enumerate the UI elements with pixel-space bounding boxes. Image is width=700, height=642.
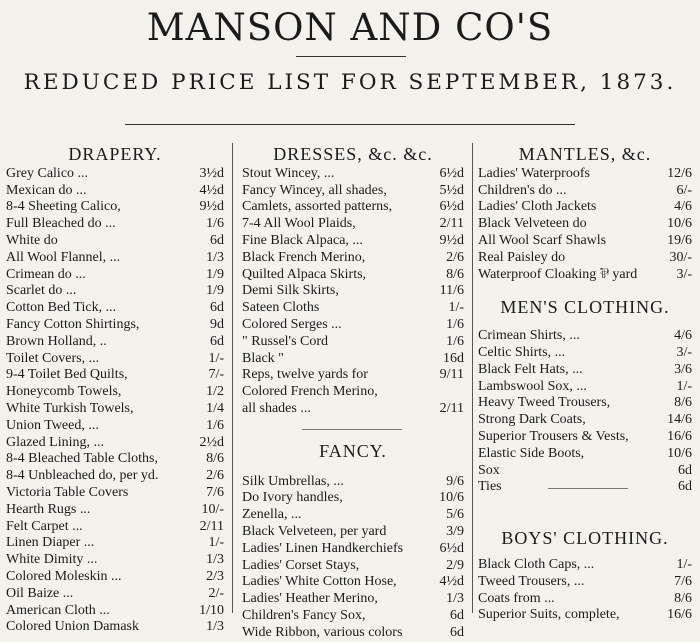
item-price: 2/- [208, 585, 224, 601]
item-price: 6/- [676, 182, 692, 198]
item-name: Superior Trousers & Vests, [478, 428, 629, 444]
price-list-item [242, 283, 464, 300]
item-name: Felt Carpet ... [6, 518, 83, 534]
item-price: 9½d [439, 232, 464, 248]
item-name: Union Tweed, ... [6, 417, 99, 433]
price-list-item [6, 384, 224, 401]
price-list-item [242, 507, 464, 524]
price-list-item [478, 591, 692, 608]
price-list-item [6, 317, 224, 334]
price-list-item [242, 524, 464, 541]
price-list-item [242, 351, 464, 368]
item-name: Mexican do ... [6, 182, 87, 198]
item-name: Ladies' Cloth Jackets [478, 199, 597, 215]
item-price: 1/- [208, 535, 224, 551]
dresses-list [242, 166, 464, 418]
item-price: 6d [210, 333, 224, 349]
price-list-item [242, 490, 464, 507]
item-price: 2/9 [446, 557, 464, 573]
item-name: Honeycomb Towels, [6, 384, 122, 400]
item-price: 1/6 [206, 417, 224, 433]
item-price: 2/11 [439, 400, 464, 416]
price-list-item [242, 591, 464, 608]
item-price: 1/3 [206, 552, 224, 568]
price-list-item [6, 166, 224, 183]
price-list-item [6, 367, 224, 384]
price-list-item [478, 446, 692, 463]
item-name: Sateen Cloths [242, 300, 320, 316]
item-price: 1/2 [206, 384, 224, 400]
item-price: 14/6 [667, 412, 692, 428]
price-list-item [6, 300, 224, 317]
price-list-item [6, 451, 224, 468]
item-name: Sox [478, 462, 500, 478]
item-price: 4/6 [674, 328, 692, 344]
item-name: Tweed Trousers, ... [478, 573, 585, 589]
price-list-item [6, 183, 224, 200]
item-price: 1/- [676, 378, 692, 394]
item-price: 1/- [208, 350, 224, 366]
price-list-item [242, 625, 464, 642]
item-price: 10/6 [667, 216, 692, 232]
drapery-list [6, 166, 224, 636]
price-list-item [6, 250, 224, 267]
price-list-item [242, 216, 464, 233]
item-name: Stout Wincey, ... [242, 165, 335, 181]
item-name: Waterproof Cloaking ⅌ yard [478, 266, 638, 282]
item-price: 2/11 [199, 518, 224, 534]
price-list-item [242, 401, 464, 418]
item-price: 1/- [676, 556, 692, 572]
item-name: Crimean Shirts, ... [478, 328, 580, 344]
item-name: Lambswool Sox, ... [478, 378, 587, 394]
item-name: Ladies' Linen Handkerchiefs [242, 540, 404, 556]
price-list-item [242, 474, 464, 491]
item-price: 30/- [669, 249, 692, 265]
price-list-item [242, 541, 464, 558]
item-price: 16/6 [667, 607, 692, 623]
item-price: 10/6 [667, 445, 692, 461]
price-list-item [478, 379, 692, 396]
page-title: MANSON AND CO'S [146, 6, 554, 49]
item-price: 3/- [676, 344, 692, 360]
price-list-item [478, 183, 692, 200]
price-list-item [6, 468, 224, 485]
item-name: 9-4 Toilet Bed Quilts, [6, 367, 128, 383]
item-price: 12/6 [667, 165, 692, 181]
item-name: All Wool Scarf Shawls [478, 232, 607, 248]
drapery-heading: DRAPERY. [68, 144, 162, 164]
price-list-item [478, 429, 692, 446]
dresses-section [242, 146, 464, 642]
price-list-item [6, 586, 224, 603]
item-name: Heavy Tweed Trousers, [478, 395, 611, 411]
item-name: Colored Serges ... [242, 316, 342, 332]
price-list-item [6, 535, 224, 552]
price-list-item [242, 367, 464, 384]
item-name: Do Ivory handles, [242, 490, 343, 506]
item-price: 9½d [199, 199, 224, 215]
item-price: 3/9 [446, 523, 464, 539]
item-name: Fancy Cotton Shirtings, [6, 316, 140, 332]
item-name: Colored French Merino, [242, 384, 378, 400]
item-price: 11/6 [439, 283, 464, 299]
item-price: 6d [678, 479, 692, 495]
fancy-list [242, 474, 464, 642]
item-price: 1/6 [206, 216, 224, 232]
item-price: 2½d [199, 434, 224, 450]
price-list-item [478, 607, 692, 624]
item-price: 6d [678, 462, 692, 478]
item-price: 10/6 [439, 490, 464, 506]
item-price: 8/6 [206, 451, 224, 467]
price-list-item [6, 552, 224, 569]
item-price: 9/6 [446, 473, 464, 489]
price-list-item [478, 199, 692, 216]
item-name: Wide Ribbon, various colors [242, 624, 403, 640]
item-name: Superior Suits, complete, [478, 607, 620, 623]
price-list-item [242, 250, 464, 267]
item-name: Camlets, assorted patterns, [242, 199, 393, 215]
item-name: Black Cloth Caps, ... [478, 556, 595, 572]
price-list-item [478, 345, 692, 362]
price-list-item [242, 608, 464, 625]
item-name: 7-4 All Wool Plaids, [242, 216, 356, 232]
item-name: American Cloth ... [6, 602, 110, 618]
item-price: 7/6 [206, 484, 224, 500]
price-list-item [478, 250, 692, 267]
price-list-item [6, 485, 224, 502]
price-list-item [242, 267, 464, 284]
column-divider-right [472, 143, 473, 613]
item-price: 6½d [439, 165, 464, 181]
item-name: Crimean do ... [6, 266, 86, 282]
dresses-heading: DRESSES, &c. &c. [273, 144, 433, 164]
price-list-item [6, 334, 224, 351]
price-list-item [6, 401, 224, 418]
item-name: Scarlet do ... [6, 283, 77, 299]
item-price [461, 384, 464, 401]
price-list-item [242, 166, 464, 183]
item-name: Linen Diaper ... [6, 535, 95, 551]
price-list-item [478, 166, 692, 183]
price-list-item [6, 519, 224, 536]
item-price: 5½d [439, 182, 464, 198]
price-list-item [6, 435, 224, 452]
page-subtitle: REDUCED PRICE LIST FOR SEPTEMBER, 1873. [23, 70, 677, 95]
item-name: Real Paisley do [478, 249, 566, 265]
price-list-item [6, 199, 224, 216]
price-list-item [242, 574, 464, 591]
price-list-item [478, 395, 692, 412]
item-price: 7/6 [674, 573, 692, 589]
price-list-item [6, 351, 224, 368]
item-price: 9d [210, 316, 224, 332]
item-name: Ladies' Waterproofs [478, 165, 590, 181]
item-price: 1/10 [199, 602, 224, 618]
item-name: Toilet Covers, ... [6, 350, 100, 366]
item-name: Elastic Side Boots, [478, 445, 585, 461]
item-name: 8-4 Unbleached do, per yd. [6, 468, 159, 484]
item-name: Grey Calico ... [6, 165, 89, 181]
item-name: Black French Merino, [242, 249, 366, 265]
item-name: " Russel's Cord [242, 333, 329, 349]
boys-list [478, 557, 692, 624]
price-list-item [478, 233, 692, 250]
item-name: Black Velveteen do [478, 216, 587, 232]
item-name: Fancy Wincey, all shades, [242, 182, 387, 198]
price-list-item [478, 267, 692, 284]
mens-list [478, 328, 692, 496]
item-name: 8-4 Bleached Table Cloths, [6, 451, 158, 467]
price-list-item [478, 557, 692, 574]
price-list-item [6, 283, 224, 300]
item-price: 9/11 [439, 367, 464, 383]
item-price: 19/6 [667, 232, 692, 248]
item-price: 8/6 [446, 266, 464, 282]
item-name: Coats from ... [478, 590, 555, 606]
item-price: 6d [210, 300, 224, 316]
item-name: Oil Baize ... [6, 585, 74, 601]
mantles-section [478, 146, 692, 624]
item-price: 4½d [199, 182, 224, 198]
item-name: Ladies' Corset Stays, [242, 557, 360, 573]
item-name: Black " [242, 350, 284, 366]
price-list-item [242, 300, 464, 317]
mantles-list [478, 166, 692, 284]
item-price: 1/- [448, 300, 464, 316]
item-name: Children's Fancy Sox, [242, 607, 366, 623]
item-name: Demi Silk Skirts, [242, 283, 339, 299]
price-list-item [242, 317, 464, 334]
item-name: Brown Holland, .. [6, 333, 107, 349]
item-price: 1/3 [446, 591, 464, 607]
item-price: 6d [450, 607, 464, 623]
price-list-item [242, 233, 464, 250]
item-name: Black Felt Hats, ... [478, 361, 583, 377]
price-list-item [478, 412, 692, 429]
item-price: 1/9 [206, 283, 224, 299]
item-price: 6d [450, 624, 464, 640]
subtitle-divider [125, 124, 575, 125]
item-price: 2/11 [439, 216, 464, 232]
item-price: 1/3 [206, 249, 224, 265]
item-name: Hearth Rugs ... [6, 501, 91, 517]
item-name: Ladies' Heather Merino, [242, 591, 378, 607]
price-list-item [6, 233, 224, 250]
item-price: 2/6 [206, 468, 224, 484]
item-price: 4½d [439, 574, 464, 590]
item-price: 1/6 [446, 316, 464, 332]
price-list-item [242, 384, 464, 401]
item-price: 3/6 [674, 361, 692, 377]
item-price: 3½d [199, 165, 224, 181]
price-list-item [242, 558, 464, 575]
item-name: Celtic Shirts, ... [478, 344, 566, 360]
item-name: Fine Black Alpaca, ... [242, 232, 363, 248]
item-name: Glazed Lining, ... [6, 434, 104, 450]
fancy-divider [302, 429, 402, 430]
price-list-item [478, 362, 692, 379]
title-divider [296, 56, 406, 57]
price-list-item [242, 183, 464, 200]
item-name: Silk Umbrellas, ... [242, 473, 344, 489]
item-price: 16/6 [667, 428, 692, 444]
item-name: Children's do ... [478, 182, 567, 198]
mantles-heading: MANTLES, &c. [518, 144, 652, 164]
item-name: Colored Union Damask [6, 619, 139, 635]
item-name: 8-4 Sheeting Calico, [6, 199, 121, 215]
item-price: 2/3 [206, 568, 224, 584]
price-list-item [6, 418, 224, 435]
item-price: 1/3 [206, 619, 224, 635]
item-name: all shades ... [242, 400, 311, 416]
price-list-item [478, 216, 692, 233]
item-name: Cotton Bed Tick, ... [6, 300, 117, 316]
mens-heading: MEN'S CLOTHING. [500, 297, 670, 318]
boys-heading: BOYS' CLOTHING. [501, 528, 669, 549]
item-name: Ladies' White Cotton Hose, [242, 574, 397, 590]
drapery-section [6, 146, 224, 636]
price-list-item [242, 199, 464, 216]
item-name: Reps, twelve yards for [242, 367, 368, 383]
item-name: Black Velveteen, per yard [242, 523, 387, 539]
item-price: 5/6 [446, 507, 464, 523]
item-price: 1/6 [446, 333, 464, 349]
item-price: 16d [443, 350, 464, 366]
price-list-item [242, 334, 464, 351]
item-price: 6½d [439, 199, 464, 215]
item-name: White do [6, 232, 58, 248]
item-price: 6½d [439, 540, 464, 556]
item-price: 10/- [201, 501, 224, 517]
item-name: Zenella, ... [242, 507, 302, 523]
price-list-item [478, 463, 692, 480]
item-name: Quilted Alpaca Skirts, [242, 266, 367, 282]
item-price: 1/9 [206, 266, 224, 282]
price-list-item [478, 328, 692, 345]
price-list-item [478, 574, 692, 591]
item-price: 4/6 [674, 199, 692, 215]
item-name: Full Bleached do ... [6, 216, 116, 232]
item-price: 8/6 [674, 590, 692, 606]
price-list-item [6, 502, 224, 519]
boys-divider [548, 488, 628, 489]
item-price: 2/6 [446, 249, 464, 265]
item-price: 3/- [676, 266, 692, 282]
price-list-item [6, 619, 224, 636]
item-name: Colored Moleskin ... [6, 568, 122, 584]
column-divider-left [232, 143, 233, 613]
item-price: 1/4 [206, 400, 224, 416]
price-list-item [6, 569, 224, 586]
item-price: 8/6 [674, 395, 692, 411]
item-name: White Turkish Towels, [6, 400, 134, 416]
item-price: 7/- [208, 367, 224, 383]
fancy-heading: FANCY. [319, 440, 387, 461]
price-list-item [6, 216, 224, 233]
item-price: 6d [210, 232, 224, 248]
price-list-item [6, 603, 224, 620]
item-name: Victoria Table Covers [6, 484, 129, 500]
item-name: All Wool Flannel, ... [6, 249, 121, 265]
item-name: White Dimity ... [6, 552, 98, 568]
item-name: Ties [478, 479, 502, 495]
price-list-item [6, 267, 224, 284]
item-name: Strong Dark Coats, [478, 412, 586, 428]
